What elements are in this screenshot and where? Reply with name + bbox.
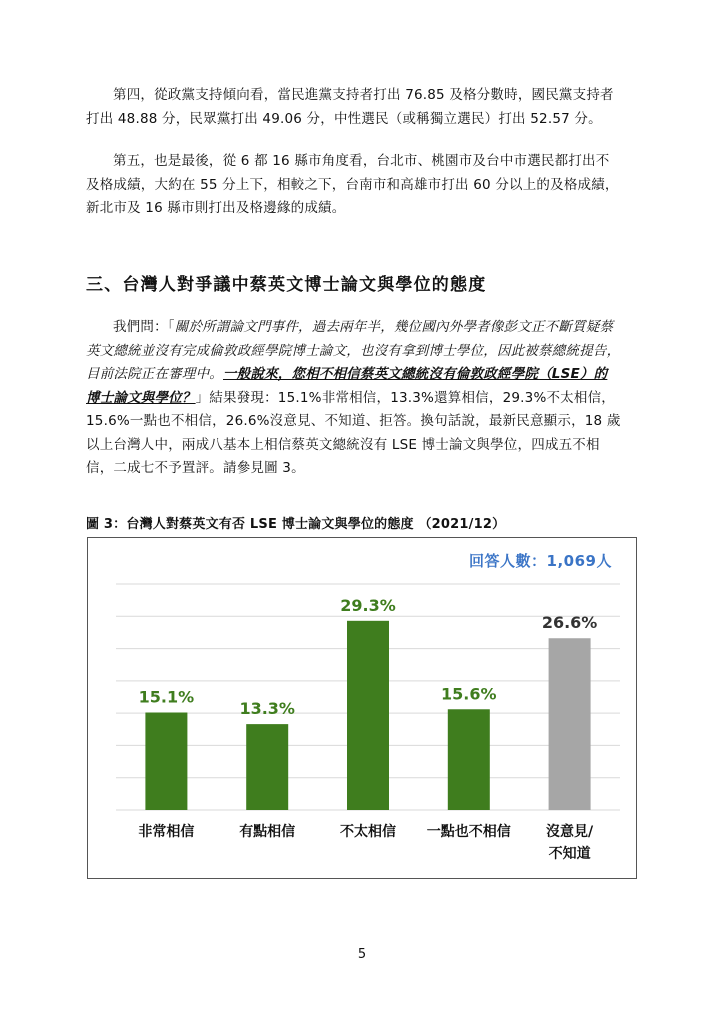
paragraph-line: 信，二成七不予置評。請參見圖 3。 bbox=[86, 460, 305, 476]
question-text: 關於所謂論文門事件，過去兩年半，幾位國內外學者像彭文正不斷質疑蔡 bbox=[174, 319, 614, 335]
bar bbox=[448, 709, 490, 810]
category-label: 有點相信 bbox=[239, 824, 296, 840]
paragraph-line bbox=[86, 387, 644, 411]
category-label: 不太相信 bbox=[340, 824, 396, 840]
paragraph-line: 第四，從政黨支持傾向看，當民進黨支持者打出 76.85 及格分數時，國民黨支持者 bbox=[113, 87, 614, 103]
paragraph-line: 第五，也是最後，從 6 都 16 縣市角度看，台北市、桃園市及台中市選民都打出不 bbox=[113, 153, 610, 169]
data-label: 15.1% bbox=[138, 687, 195, 707]
data-label: 15.6% bbox=[441, 684, 497, 704]
bar bbox=[145, 712, 187, 810]
paragraph-city-county bbox=[86, 150, 644, 221]
page-number: 5 bbox=[357, 947, 367, 962]
question-emphasis: 一般說來，您相不相信蔡英文總統沒有倫敦政經學院（LSE）的 bbox=[223, 366, 608, 382]
paragraph-line bbox=[86, 316, 644, 340]
paragraph-line bbox=[86, 363, 644, 387]
question-emphasis: 博士論文與學位？ bbox=[86, 389, 196, 406]
paragraph-line: 15.6%一點也不相信，26.6%沒意見、不知道、拒答。換句話說，最新民意顯示，18 歲 bbox=[86, 413, 621, 429]
data-label: 13.3% bbox=[239, 699, 295, 719]
category-label: 沒意見/ bbox=[546, 824, 594, 840]
bar bbox=[246, 724, 288, 810]
paragraph-party-support bbox=[86, 84, 644, 131]
figure-caption: 圖 3：台灣人對蔡英文有否 LSE 博士論文與學位的態度 （2021/12） bbox=[86, 517, 506, 532]
result-text: 」結果發現：15.1%非常相信，13.3%還算相信，29.3%不太相信， bbox=[195, 389, 615, 406]
paragraph-line: 打出 48.88 分，民眾黨打出 49.06 分，中性選民（或稱獨立選民）打出 52.57 分。 bbox=[86, 110, 602, 127]
category-label: 不知道 bbox=[548, 846, 591, 862]
bar bbox=[549, 638, 591, 810]
question-text: 目前法院正在審理中。 bbox=[86, 366, 223, 382]
paragraph-line: 新北市及 16 縣市則打出及格邊緣的成績。 bbox=[86, 200, 346, 216]
category-label: 一點也不相信 bbox=[426, 824, 511, 840]
question-prefix: 我們問：「 bbox=[113, 319, 175, 335]
bar bbox=[347, 621, 389, 810]
paragraph-question bbox=[86, 316, 644, 481]
respondent-count: 回答人數：1,069人 bbox=[469, 552, 612, 570]
section-heading: 三、台灣人對爭議中蔡英文博士論文與學位的態度 bbox=[86, 275, 487, 295]
category-label: 非常相信 bbox=[138, 824, 195, 840]
bar-chart bbox=[88, 538, 636, 878]
data-label: 29.3% bbox=[340, 595, 396, 615]
paragraph-line: 及格成績，大約在 55 分上下，相較之下，台南市和高雄市打出 60 分以上的及格成績， bbox=[86, 176, 619, 193]
paragraph-line: 以上台灣人中，兩成八基本上相信蔡英文總統沒有 LSE 博士論文與學位，四成五不相 bbox=[86, 436, 600, 453]
question-text: 英文總統並沒有完成倫敦政經學院博士論文，也沒有拿到博士學位，因此被蔡總統提告， bbox=[86, 342, 621, 359]
bar-chart-frame bbox=[87, 537, 637, 879]
data-label: 26.6% bbox=[541, 613, 598, 633]
